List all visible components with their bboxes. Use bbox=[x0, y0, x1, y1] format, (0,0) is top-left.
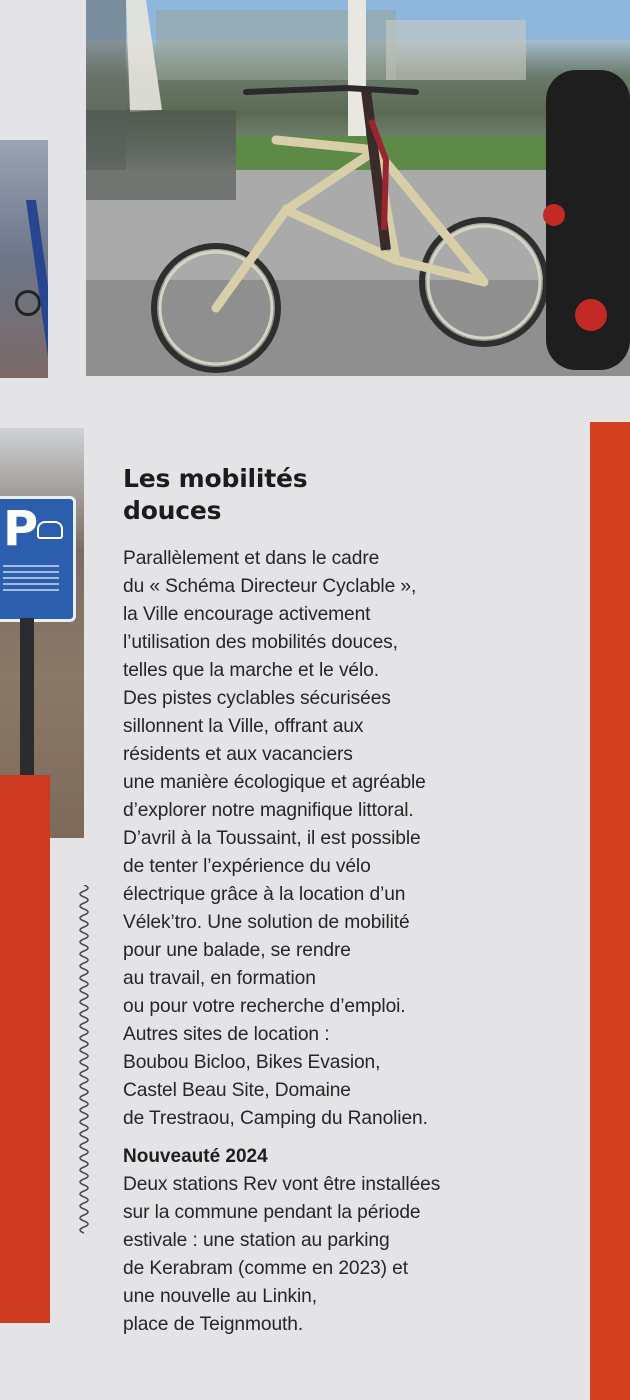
body-line: pour une balade, se rendre bbox=[123, 940, 351, 961]
body-line: de tenter l’expérience du vélo bbox=[123, 856, 371, 877]
body-line: l’utilisation des mobilités douces, bbox=[123, 632, 398, 653]
body-line: sillonnent la Ville, offrant aux bbox=[123, 716, 364, 737]
body-line: la Ville encourage activement bbox=[123, 604, 371, 625]
news-subheading: Nouveauté 2024 bbox=[123, 1146, 268, 1167]
body-line: du « Schéma Directeur Cyclable », bbox=[123, 576, 417, 597]
body-line: une manière écologique et agréable bbox=[123, 772, 426, 793]
article bbox=[123, 463, 583, 1339]
body-line: au travail, en formation bbox=[123, 968, 316, 989]
body-line: Parallèlement et dans le cadre bbox=[123, 548, 380, 569]
bicycle-illustration bbox=[86, 0, 630, 376]
bike-frame-detail bbox=[0, 200, 48, 378]
parking-sign-letter: P bbox=[3, 501, 39, 557]
article-title-line: douces bbox=[123, 496, 222, 525]
body-line: D’avril à la Toussaint, il est possible bbox=[123, 828, 421, 849]
body-line: Castel Beau Site, Domaine bbox=[123, 1080, 351, 1101]
body-line: Autres sites de location : bbox=[123, 1024, 330, 1045]
parking-sign bbox=[0, 496, 76, 622]
news-line: sur la commune pendant la période bbox=[123, 1202, 421, 1223]
news-line: Deux stations Rev vont être installées bbox=[123, 1174, 441, 1195]
body-line: Boubou Bicloo, Bikes Evasion, bbox=[123, 1052, 381, 1073]
news-line: une nouvelle au Linkin, bbox=[123, 1286, 317, 1307]
body-line: Des pistes cyclables sécurisées bbox=[123, 688, 391, 709]
parked-bicycle-photo bbox=[86, 0, 630, 376]
body-line: ou pour votre recherche d’emploi. bbox=[123, 996, 406, 1017]
body-line: électrique grâce à la location d’un bbox=[123, 884, 406, 905]
news-line: place de Teignmouth. bbox=[123, 1314, 304, 1335]
article-title bbox=[123, 463, 583, 527]
article-title-line: Les mobilités bbox=[123, 464, 308, 493]
article-body bbox=[123, 545, 583, 1133]
news-line: estivale : une station au parking bbox=[123, 1230, 390, 1251]
body-line: d’explorer notre magnifique littoral. bbox=[123, 800, 414, 821]
body-line: Vélek’tro. Une solution de mobilité bbox=[123, 912, 410, 933]
wavy-divider bbox=[72, 885, 96, 1235]
body-line: de Trestraou, Camping du Ranolien. bbox=[123, 1108, 428, 1129]
accent-band-right bbox=[590, 422, 630, 1400]
news-body bbox=[123, 1171, 583, 1339]
sign-fine-print bbox=[3, 565, 59, 595]
accent-band-left bbox=[0, 775, 50, 1323]
electric-car-icon bbox=[37, 521, 63, 539]
news-line: de Kerabram (comme en 2023) et bbox=[123, 1258, 408, 1279]
body-line: résidents et aux vacanciers bbox=[123, 744, 353, 765]
bicycle-photo-left bbox=[0, 140, 48, 378]
body-line: telles que la marche et le vélo. bbox=[123, 660, 379, 681]
